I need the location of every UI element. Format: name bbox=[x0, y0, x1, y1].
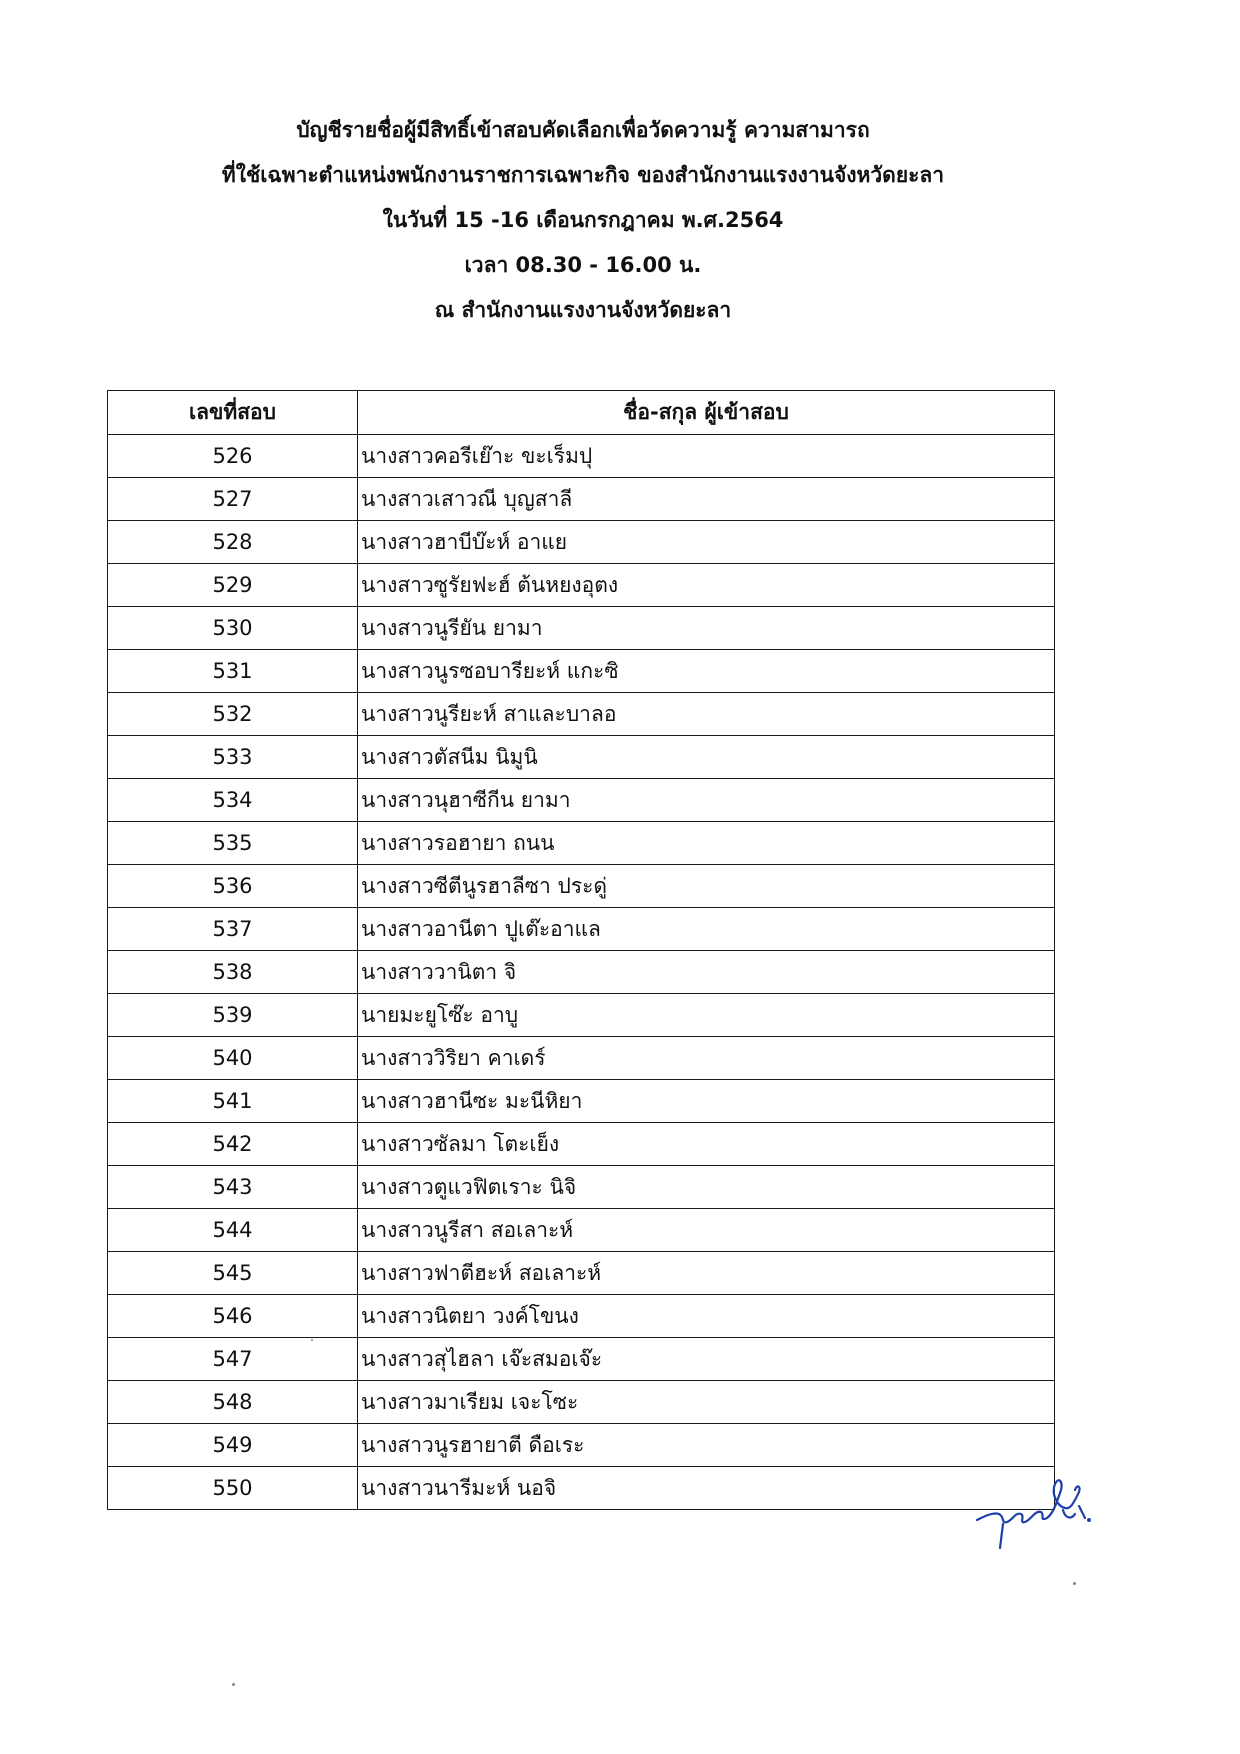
candidate-name-cell: นางสาวนูรีสา สอเลาะห์ bbox=[358, 1209, 1055, 1252]
candidate-name-cell: นางสาวตัสนีม นิมูนิ bbox=[358, 736, 1055, 779]
scan-speck bbox=[1073, 1582, 1076, 1585]
exam-number-cell: 533 bbox=[108, 736, 358, 779]
candidate-name-cell: นางสาวสุไฮลา เจ๊ะสมอเจ๊ะ bbox=[358, 1338, 1055, 1381]
table-row bbox=[108, 736, 1055, 779]
document-header bbox=[0, 108, 1166, 333]
candidate-name-cell: นางสาวตูแวฟิตเราะ นิจิ bbox=[358, 1166, 1055, 1209]
candidate-name-cell: นางสาวคอรีเย๊าะ ขะเร็มปุ bbox=[358, 435, 1055, 478]
table-row bbox=[108, 1467, 1055, 1510]
exam-number-cell: 534 bbox=[108, 779, 358, 822]
table-row bbox=[108, 779, 1055, 822]
table-row bbox=[108, 1209, 1055, 1252]
table-row bbox=[108, 650, 1055, 693]
candidate-name-cell: นางสาวซูรัยฟะฮ์ ต้นหยงอุตง bbox=[358, 564, 1055, 607]
column-header-exam-number: เลขที่สอบ bbox=[108, 391, 358, 435]
exam-number-cell: 531 bbox=[108, 650, 358, 693]
candidate-name-cell: นางสาวอานีตา ปูเต๊ะอาแล bbox=[358, 908, 1055, 951]
table-row bbox=[108, 1166, 1055, 1209]
exam-number-cell: 528 bbox=[108, 521, 358, 564]
table-row bbox=[108, 951, 1055, 994]
exam-number-cell: 543 bbox=[108, 1166, 358, 1209]
signature bbox=[975, 1462, 1105, 1552]
candidate-table bbox=[107, 390, 1055, 1510]
table-row bbox=[108, 1295, 1055, 1338]
exam-number-cell: 542 bbox=[108, 1123, 358, 1166]
exam-number-cell: 548 bbox=[108, 1381, 358, 1424]
table-row bbox=[108, 994, 1055, 1037]
candidate-name-cell: นางสาวเสาวณี บุญสาลี bbox=[358, 478, 1055, 521]
exam-number-cell: 532 bbox=[108, 693, 358, 736]
scan-speck bbox=[311, 1339, 313, 1341]
table-row bbox=[108, 1338, 1055, 1381]
exam-number-cell: 547 bbox=[108, 1338, 358, 1381]
table-header-row bbox=[108, 391, 1055, 435]
candidate-name-cell: นางสาวนูรซอบารียะห์ แกะซิ bbox=[358, 650, 1055, 693]
exam-number-cell: 539 bbox=[108, 994, 358, 1037]
exam-number-cell: 537 bbox=[108, 908, 358, 951]
table-row bbox=[108, 1381, 1055, 1424]
candidate-name-cell: นางสาวนูรียัน ยามา bbox=[358, 607, 1055, 650]
exam-number-cell: 540 bbox=[108, 1037, 358, 1080]
candidate-name-cell: นางสาวซีตีนูรฮาลีซา ประดู่ bbox=[358, 865, 1055, 908]
column-header-candidate-name: ชื่อ-สกุล ผู้เข้าสอบ bbox=[358, 391, 1055, 435]
table-row bbox=[108, 1080, 1055, 1123]
table-row bbox=[108, 1123, 1055, 1166]
exam-number-cell: 535 bbox=[108, 822, 358, 865]
exam-number-cell: 546 bbox=[108, 1295, 358, 1338]
candidate-name-cell: นางสาวนิตยา วงค์โขนง bbox=[358, 1295, 1055, 1338]
signature-stroke bbox=[977, 1480, 1085, 1548]
table-row bbox=[108, 521, 1055, 564]
candidate-name-cell: นางสาวนูรียะห์ สาและบาลอ bbox=[358, 693, 1055, 736]
exam-number-cell: 527 bbox=[108, 478, 358, 521]
table-body bbox=[108, 435, 1055, 1510]
table-row bbox=[108, 1252, 1055, 1295]
table-row bbox=[108, 693, 1055, 736]
table-row bbox=[108, 1037, 1055, 1080]
exam-number-cell: 544 bbox=[108, 1209, 358, 1252]
exam-number-cell: 541 bbox=[108, 1080, 358, 1123]
exam-time: เวลา 08.30 - 16.00 น. bbox=[464, 253, 702, 277]
exam-location: ณ สำนักงานแรงงานจังหวัดยะลา bbox=[434, 298, 732, 322]
candidate-name-cell: นางสาวนูรฮายาตี ดือเระ bbox=[358, 1424, 1055, 1467]
candidate-name-cell: นางสาววานิตา จิ bbox=[358, 951, 1055, 994]
title-line-2: ที่ใช้เฉพาะตำแหน่งพนักงานราชการเฉพาะกิจ ของสำนักงานแรงงานจังหวัดยะลา bbox=[221, 163, 945, 187]
candidate-name-cell: นางสาวฟาตีฮะห์ สอเลาะห์ bbox=[358, 1252, 1055, 1295]
table-row bbox=[108, 822, 1055, 865]
candidate-name-cell: นางสาวมาเรียม เจะโซะ bbox=[358, 1381, 1055, 1424]
candidate-name-cell: นางสาวซัลมา โตะเย็ง bbox=[358, 1123, 1055, 1166]
exam-number-cell: 526 bbox=[108, 435, 358, 478]
candidate-name-cell: นางสาวรอฮายา ถนน bbox=[358, 822, 1055, 865]
candidate-name-cell: นายมะยูโซ๊ะ อาบู bbox=[358, 994, 1055, 1037]
exam-number-cell: 529 bbox=[108, 564, 358, 607]
table-row bbox=[108, 435, 1055, 478]
exam-number-cell: 549 bbox=[108, 1424, 358, 1467]
table-row bbox=[108, 607, 1055, 650]
candidate-name-cell: นางสาววิริยา คาเดร์ bbox=[358, 1037, 1055, 1080]
signature-dot bbox=[1087, 1518, 1091, 1522]
candidate-name-cell: นางสาวฮานีซะ มะนีหิยา bbox=[358, 1080, 1055, 1123]
title-line-1: บัญชีรายชื่อผู้มีสิทธิ์เข้าสอบคัดเลือกเพื่อวัดความรู้ ความสามารถ bbox=[296, 118, 870, 142]
candidate-name-cell: นางสาวนารีมะห์ นอจิ bbox=[358, 1467, 1055, 1510]
exam-number-cell: 538 bbox=[108, 951, 358, 994]
exam-number-cell: 530 bbox=[108, 607, 358, 650]
table-row bbox=[108, 908, 1055, 951]
candidate-name-cell: นางสาวฮาบีบ๊ะห์ อาแย bbox=[358, 521, 1055, 564]
exam-number-cell: 550 bbox=[108, 1467, 358, 1510]
table-row bbox=[108, 1424, 1055, 1467]
table-row bbox=[108, 478, 1055, 521]
candidate-name-cell: นางสาวนุฮาซีกีน ยามา bbox=[358, 779, 1055, 822]
exam-number-cell: 536 bbox=[108, 865, 358, 908]
scan-speck bbox=[232, 1683, 235, 1686]
table-row bbox=[108, 564, 1055, 607]
exam-date: ในวันที่ 15 -16 เดือนกรกฎาคม พ.ศ.2564 bbox=[382, 208, 784, 232]
exam-number-cell: 545 bbox=[108, 1252, 358, 1295]
table-row bbox=[108, 865, 1055, 908]
